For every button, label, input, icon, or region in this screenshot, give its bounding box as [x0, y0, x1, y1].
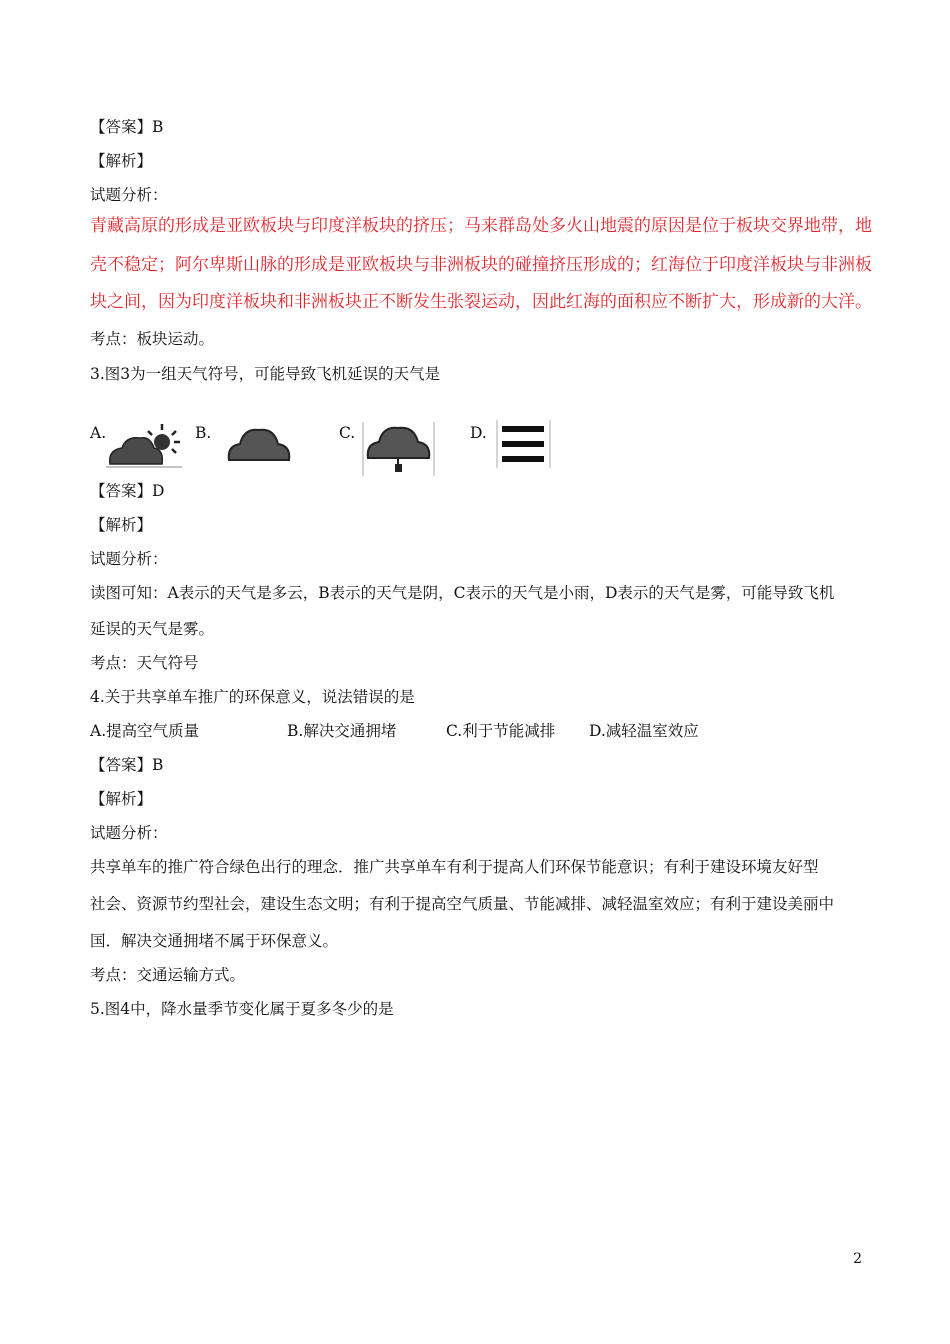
- explanation-line: 共享单车的推广符合绿色出行的理念．推广共享单车有利于提高人们环保节能意识；有利于建设环境友好型: [90, 858, 819, 876]
- fog-icon: [496, 420, 552, 470]
- explanation-line: 壳不稳定；阿尔卑斯山脉的形成是亚欧板块与非洲板块的碰撞挤压形成的；红海位于印度洋板块与非洲板: [90, 255, 872, 275]
- option-label: A.: [90, 424, 107, 442]
- answer-line: 【答案】D: [90, 482, 165, 500]
- option-b: B.解决交通拥堵: [287, 722, 397, 740]
- page-number: 2: [853, 1251, 862, 1267]
- explanation-line: 社会、资源节约型社会，建设生态文明；有利于提高空气质量、节能减排、减轻温室效应；有利于建设美丽中: [90, 895, 835, 913]
- option-label: D.: [470, 424, 487, 442]
- analysis-label: 试题分析：: [90, 824, 168, 842]
- partly-cloudy-icon: [104, 422, 184, 470]
- question-text: 3.图3为一组天气符号，可能导致飞机延误的天气是: [90, 365, 441, 383]
- light-rain-icon: [362, 422, 436, 478]
- option-label: C.: [339, 424, 356, 442]
- explanation-line: 国．解决交通拥堵不属于环保意义。: [90, 932, 339, 950]
- explanation-line: 块之间，因为印度洋板块和非洲板块正不断发生张裂运动，因此红海的面积应不断扩大，形成新的大洋。: [90, 292, 872, 312]
- kaodian-line: 考点：天气符号: [90, 654, 199, 672]
- question-text: 4.关于共享单车推广的环保意义，说法错误的是: [90, 688, 415, 706]
- explanation-line: 读图可知：A表示的天气是多云，B表示的天气是阴，C表示的天气是小雨，D表示的天气是雾，可能导致飞机: [90, 584, 835, 602]
- question-text: 5.图4中，降水量季节变化属于夏多冬少的是: [90, 1000, 394, 1018]
- explanation-line: 青藏高原的形成是亚欧板块与印度洋板块的挤压；马来群岛处多火山地震的原因是位于板块交界地带，地: [90, 216, 872, 236]
- explanation-line: 延误的天气是雾。: [90, 620, 215, 638]
- option-c: C.利于节能减排: [446, 722, 556, 740]
- analysis-heading: 【解析】: [90, 152, 153, 170]
- option-d: D.减轻温室效应: [589, 722, 699, 740]
- kaodian-line: 考点：交通运输方式。: [90, 966, 246, 984]
- option-a: A.提高空气质量: [90, 722, 200, 740]
- option-label: B.: [195, 424, 212, 442]
- analysis-heading: 【解析】: [90, 790, 153, 808]
- kaodian-line: 考点：板块运动。: [90, 330, 215, 348]
- answer-line: 【答案】B: [90, 118, 164, 136]
- analysis-heading: 【解析】: [90, 516, 153, 534]
- overcast-icon: [226, 422, 292, 464]
- answer-line: 【答案】B: [90, 756, 164, 774]
- analysis-label: 试题分析：: [90, 186, 168, 204]
- analysis-label: 试题分析：: [90, 550, 168, 568]
